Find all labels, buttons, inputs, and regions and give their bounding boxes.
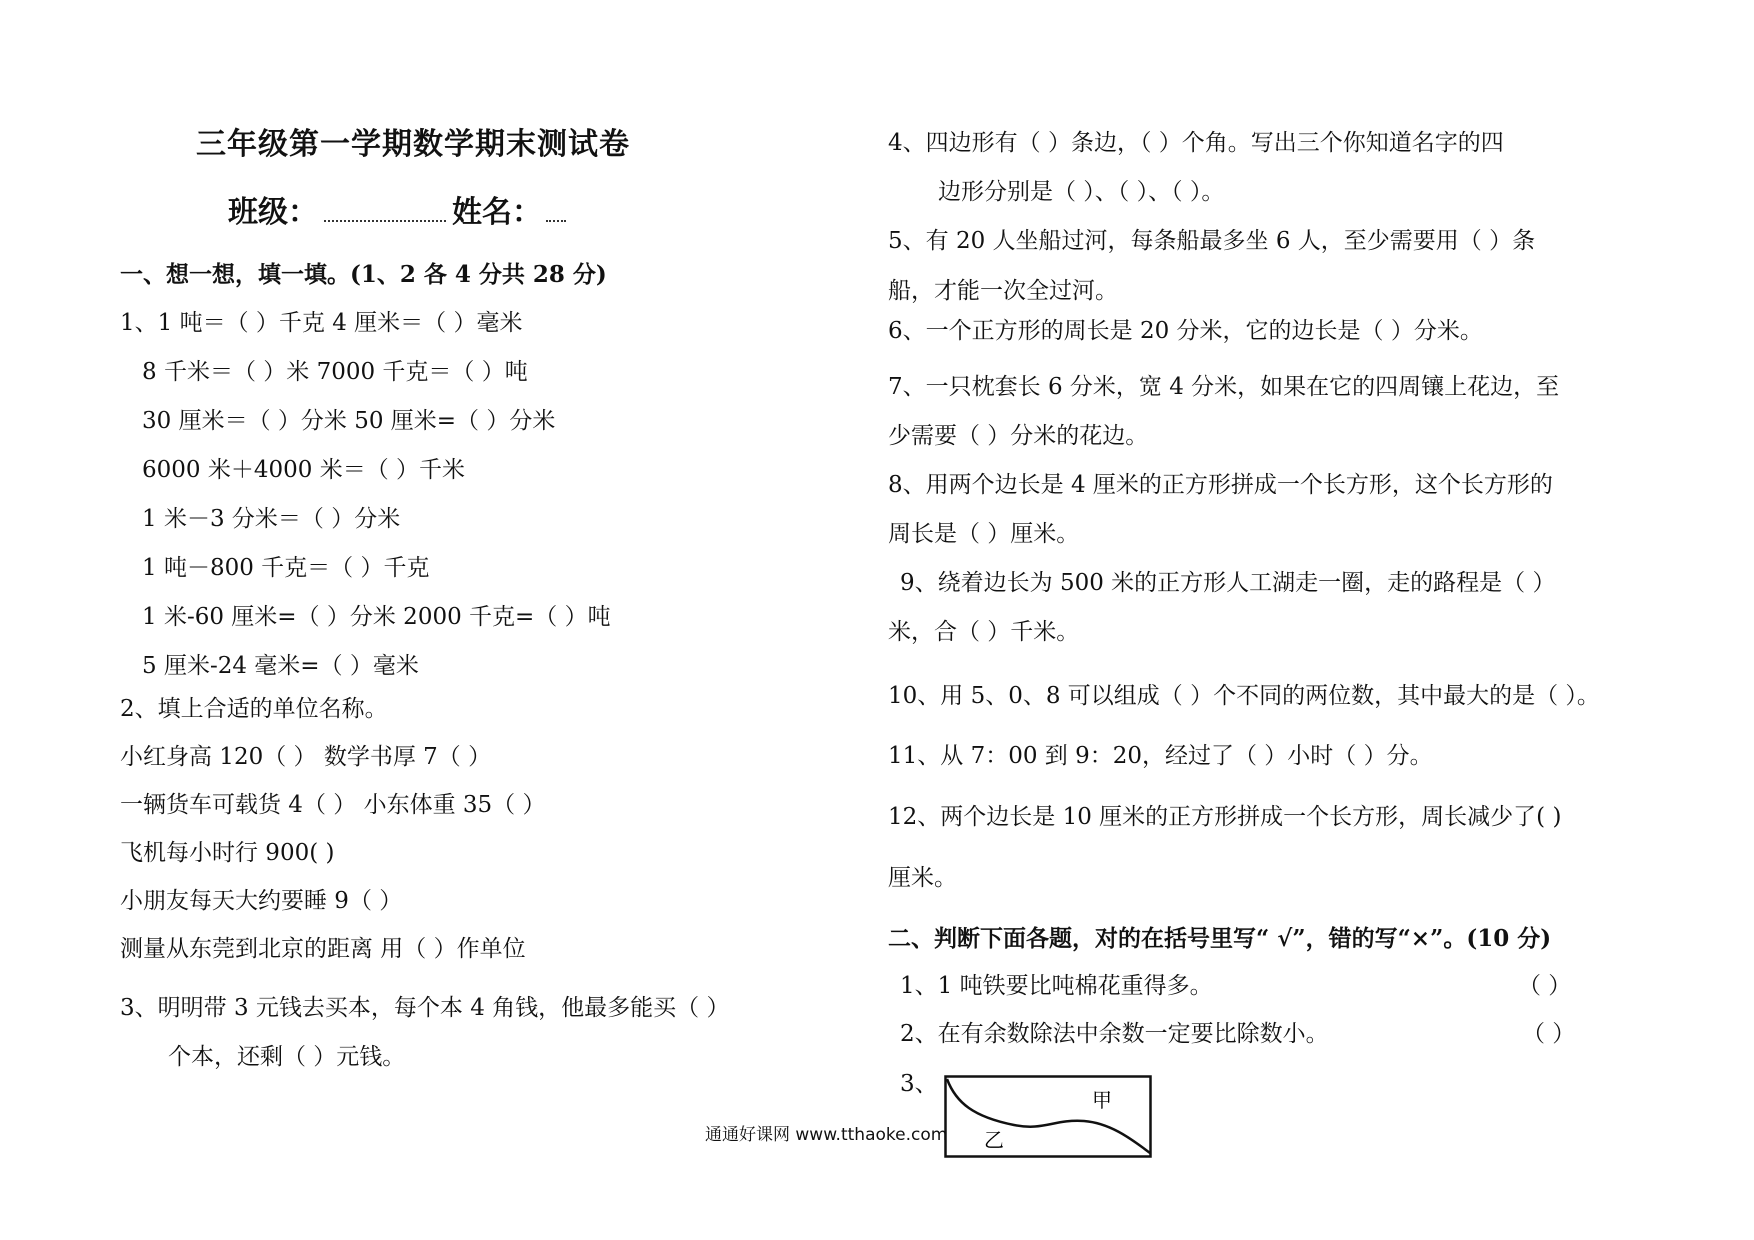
q2-line-3: 小朋友每天大约要睡 9（ ） [120,888,403,914]
q2-line-4: 测量从东莞到北京的距离 用（ ）作单位 [120,936,526,962]
diagram-label-yi: 乙 [984,1128,1004,1152]
footer-watermark: 通通好课网 www.tthaoke.com [705,1125,948,1145]
right-line-14: 厘米。 [888,865,957,891]
right-line-4: 6、一个正方形的周长是 20 分米，它的边长是（ ）分米。 [888,318,1483,344]
diagram-curve [947,1079,1150,1153]
right-line-6: 少需要（ ）分米的花边。 [888,423,1149,449]
q2-line-2: 飞机每小时行 900( ) [120,840,335,866]
right-line-1: 边形分别是（ ）、（ ）、（ ）。 [938,179,1225,205]
class-name-line [228,195,566,230]
q3-line-1: 个本，还剩（ ）元钱。 [168,1044,406,1070]
q1-line-1: 8 千米＝（ ）米 7000 千克＝（ ）吨 [142,359,528,385]
name-label: 姓名： [452,195,542,230]
judge-1-text: 1、1 吨铁要比吨棉花重得多。 [900,973,1213,999]
q1-line-7: 5 厘米-24 毫米=（ ）毫米 [142,653,419,679]
right-line-3: 船，才能一次全过河。 [888,278,1118,304]
judge-2-bracket[interactable]: （ ） [1522,1021,1576,1047]
q1-line-3: 6000 米＋4000 米＝（ ）千米 [142,457,465,483]
q1-line-4: 1 米－3 分米＝（ ）分米 [142,506,401,532]
right-line-10: 米，合（ ）千米。 [888,619,1080,645]
judge-2-text: 2、在有余数除法中余数一定要比除数小。 [900,1021,1329,1047]
q1-line-6: 1 米-60 厘米=（ ）分米 2000 千克=（ ）吨 [142,604,611,630]
diagram-label-jia: 甲 [1092,1088,1112,1112]
right-line-7: 8、用两个边长是 4 厘米的正方形拼成一个长方形，这个长方形的 [888,472,1553,498]
right-line-5: 7、一只枕套长 6 分米，宽 4 分米，如果在它的四周镶上花边，至 [888,374,1560,400]
class-blank[interactable] [324,202,446,222]
q2-title: 2、填上合适的单位名称。 [120,696,388,722]
q2-line-1: 一辆货车可载货 4（ ） 小东体重 35（ ） [120,792,546,818]
right-line-9: 9、绕着边长为 500 米的正方形人工湖走一圈，走的路程是（ ） [900,570,1556,596]
right-line-12: 11、从 7：00 到 9：20，经过了（ ）小时（ ）分。 [888,743,1433,769]
field-diagram [944,1075,1154,1161]
right-line-13: 12、两个边长是 10 厘米的正方形拼成一个长方形，周长减少了( ) [888,804,1562,830]
right-line-8: 周长是（ ）厘米。 [888,521,1080,547]
name-blank[interactable] [546,202,566,222]
q1-line-0: 1、1 吨＝（ ）千克 4 厘米＝（ ）毫米 [120,310,523,336]
section-2-heading: 二、判断下面各题，对的在括号里写“ √”，错的写“×”。(10 分) [888,925,1552,952]
right-line-11: 10、用 5、0、8 可以组成（ ）个不同的两位数，其中最大的是（ ）。 [888,683,1600,709]
q1-line-2: 30 厘米＝（ ）分米 50 厘米=（ ）分米 [142,408,556,434]
diagram-frame [946,1077,1151,1157]
section-1-heading: 一、想一想，填一填。(1、2 各 4 分共 28 分) [120,261,607,288]
right-line-0: 4、四边形有（ ）条边，（ ）个角。写出三个你知道名字的四 [888,130,1504,156]
page-title: 三年级第一学期数学期末测试卷 [196,127,630,162]
class-label: 班级： [228,195,318,230]
judge-1-bracket[interactable]: （ ） [1518,973,1572,999]
q2-line-0: 小红身高 120（ ） 数学书厚 7（ ） [120,744,492,770]
right-line-2: 5、有 20 人坐船过河，每条船最多坐 6 人，至少需要用（ ）条 [888,228,1536,254]
q3-line-0: 3、明明带 3 元钱去买本，每个本 4 角钱，他最多能买（ ） [120,995,730,1021]
judge-3-label: 3、 [900,1071,938,1097]
q1-line-5: 1 吨－800 千克＝（ ）千克 [142,555,430,581]
